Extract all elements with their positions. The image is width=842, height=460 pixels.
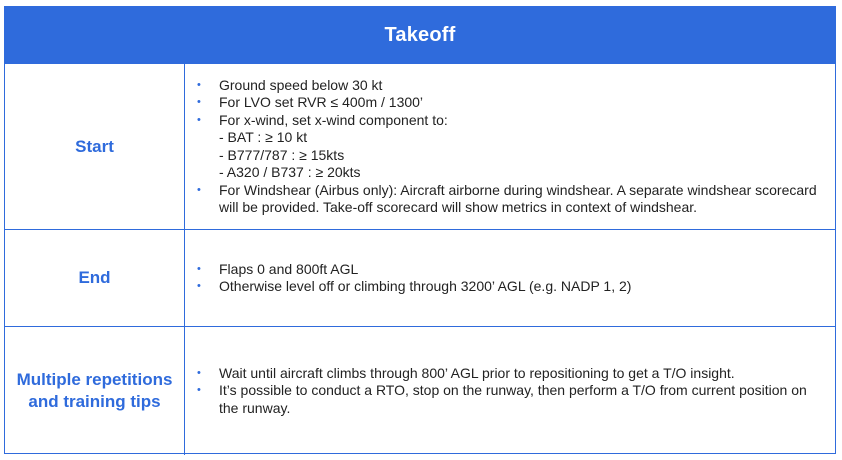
table-header (5, 7, 835, 63)
table-row-tips (5, 326, 835, 455)
list-item (193, 112, 823, 182)
xwind-subitem: - A320 / B737 : ≥ 20kts (219, 164, 361, 180)
start-list (193, 77, 823, 217)
table-row-start (5, 63, 835, 229)
row-content-end (185, 230, 835, 326)
xwind-subitem: - BAT : ≥ 10 kt (219, 129, 308, 145)
list-item-text: Wait until aircraft climbs through 800’ AGL prior to repositioning to get a T/O insight. (219, 364, 735, 381)
row-label-tips-text: Multiple repetitions and training tips (16, 370, 173, 411)
tips-list (193, 365, 823, 418)
row-label-end-text: End (78, 268, 111, 287)
end-list (193, 261, 631, 296)
list-item-text: Otherwise level off or climbing through 3200’ AGL (e.g. NADP 1, 2) (219, 278, 632, 294)
row-label-tips (5, 327, 185, 455)
table-row-end (5, 229, 835, 326)
takeoff-table (4, 6, 836, 454)
row-label-start-text: Start (75, 136, 114, 156)
row-label-start (5, 64, 185, 229)
list-item-text: It’s possible to conduct a RTO, stop on the runway, then perform a T/O from current position on the runway. (219, 382, 807, 416)
row-label-end (5, 230, 185, 326)
list-item (193, 382, 823, 417)
list-item (193, 365, 823, 383)
row-content-tips (185, 327, 835, 455)
list-item (193, 77, 823, 95)
list-item (193, 261, 631, 279)
list-item-text: For Windshear (Airbus only): Aircraft airborne during windshear. A separate windshear scorecard will be provided. Take-off scorecard will show metrics in context of windshear. (219, 181, 817, 215)
list-item (193, 94, 823, 112)
table-title: Takeoff (384, 23, 456, 46)
list-item-text: For LVO set RVR ≤ 400m / 1300’ (219, 94, 424, 110)
xwind-subitem: - B777/787 : ≥ 15kts (219, 146, 345, 163)
list-item-text: For x-wind, set x-wind component to: (219, 111, 448, 128)
list-item-text: Flaps 0 and 800ft AGL (219, 260, 359, 277)
list-item (193, 278, 631, 296)
list-item-text: Ground speed below 30 kt (219, 76, 383, 93)
list-item (193, 182, 823, 217)
row-content-start (185, 64, 835, 229)
